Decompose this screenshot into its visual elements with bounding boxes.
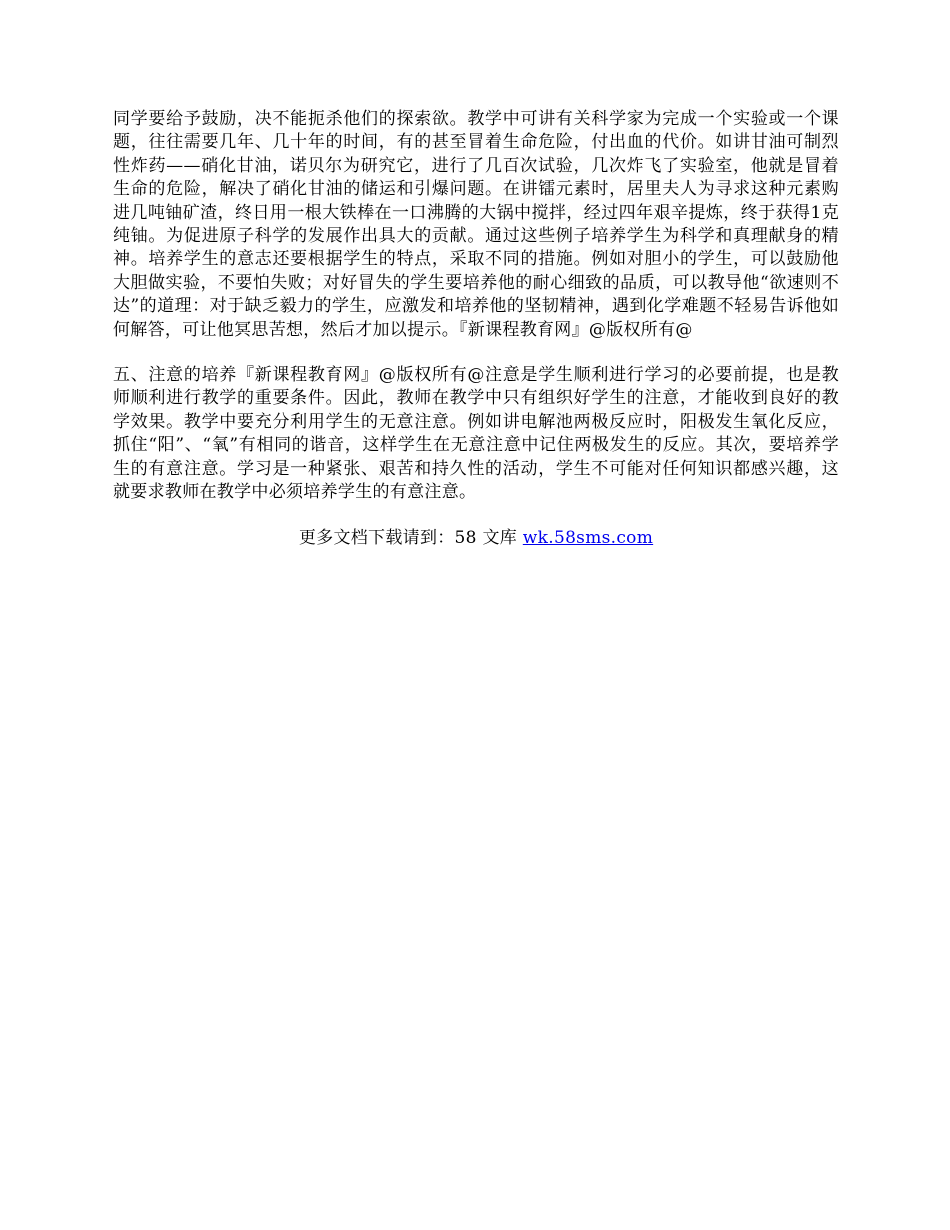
download-footer: [113, 527, 839, 550]
paragraph-2: 五、注意的培养『新课程教育网』@版权所有@注意是学生顺利进行学习的必要前提，也是教师顺利进行教学的重要条件。因此，教师在教学中只有组织好学生的注意，才能收到良好的教学效果。教学中要充分利用学生的无意注意。例如讲电解池两极反应时，阳极发生氧化反应，抓住“阳”、“氧”有相同的谐音，这样学生在无意注意中记住两极发生的反应。其次，要培养学生的有意注意。学习是一种紧张、艰苦和持久性的活动，学生不可能对任何知识都感兴趣，这就要求教师在教学中必须培养学生的有意注意。: [113, 365, 839, 503]
document-body: [113, 108, 839, 550]
footer-text: 更多文档下载请到：58 文库: [298, 527, 523, 548]
footer-link[interactable]: wk.58sms.com: [522, 527, 654, 548]
paragraph-1: 同学要给予鼓励，决不能扼杀他们的探索欲。教学中可讲有关科学家为完成一个实验或一个课题，往往需要几年、几十年的时间，有的甚至冒着生命危险，付出血的代价。如讲甘油可制烈性炸药——硝化甘油，诺贝尔为研究它，进行了几百次试验，几次炸飞了实验室，他就是冒着生命的危险，解决了硝化甘油的储运和引爆问题。在讲镭元素时，居里夫人为寻求这种元素购进几吨铀矿渣，终日用一根大铁棒在一口沸腾的大锅中搅拌，经过四年艰辛提炼，终于获得1克纯铀。为促进原子科学的发展作出具大的贡献。通过这些例子培养学生为科学和真理献身的精神。培养学生的意志还要根据学生的特点，采取不同的措施。例如对胆小的学生，可以鼓励他大胆做实验，不要怕失败；对好冒失的学生要培养他的耐心细致的品质，可以教导他“欲速则不达”的道理：对于缺乏毅力的学生，应激发和培养他的坚韧精神，遇到化学难题不轻易告诉他如何解答，可让他冥思苦想，然后才加以提示。『新课程教育网』@版权所有@: [113, 109, 839, 340]
